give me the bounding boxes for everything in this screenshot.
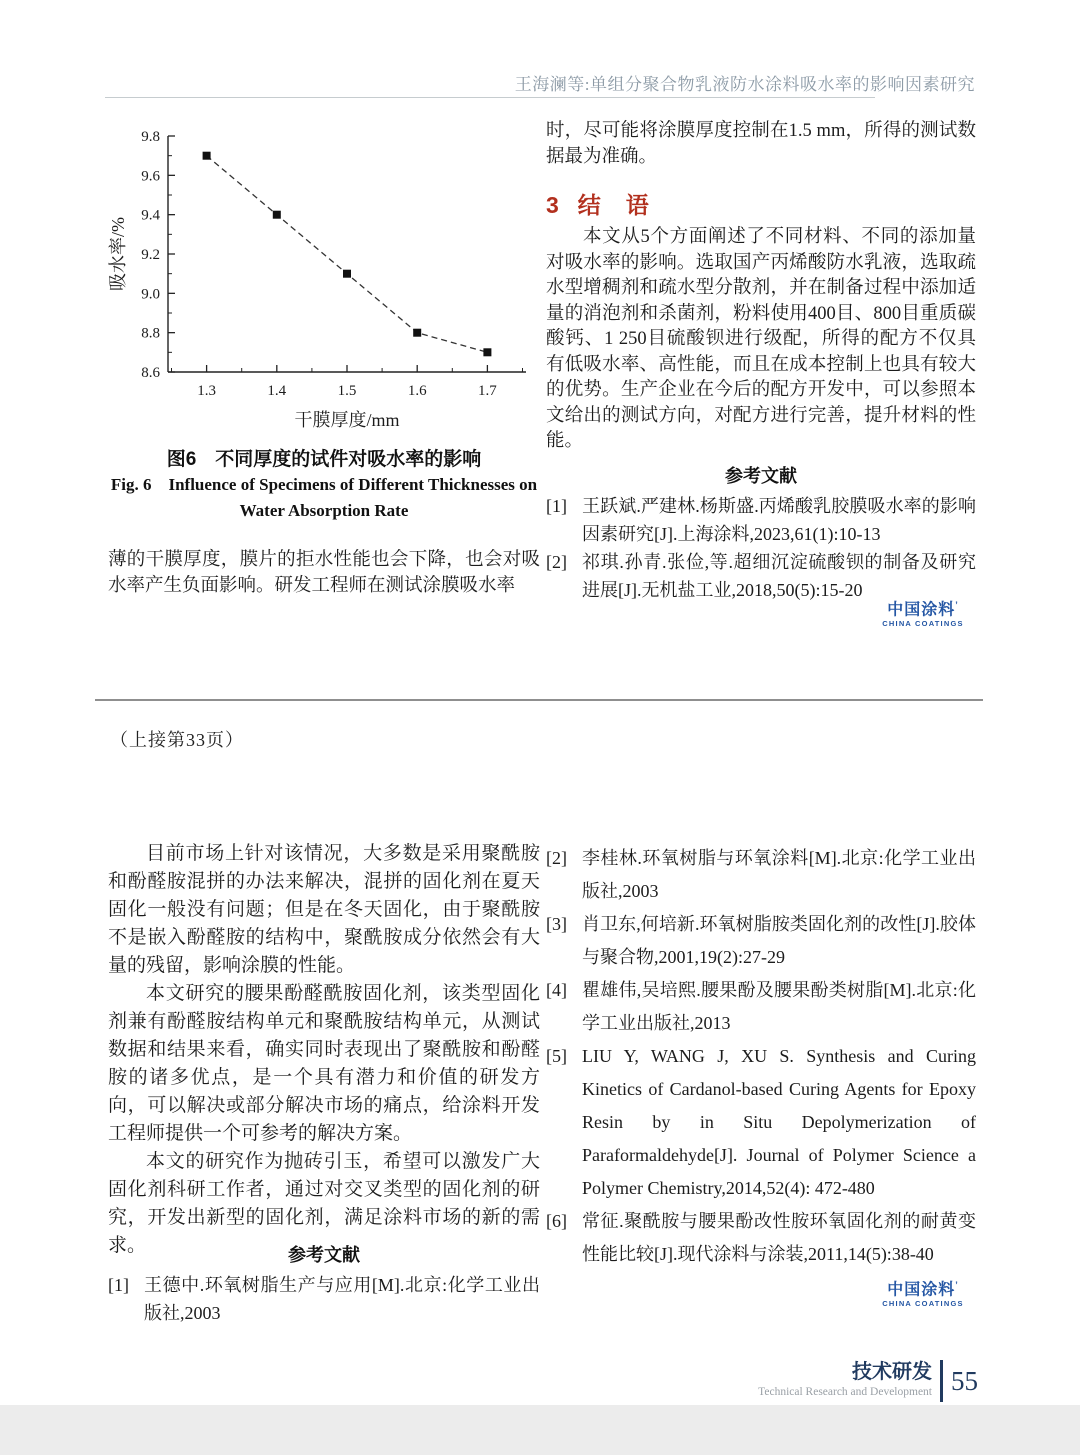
paragraph: 目前市场上针对该情况，大多数是采用聚酰胺和酚醛胺混拼的办法来解决，混拼的固化剂在夏天固化一般没有问题；但是在冬天固化，由于聚酰胺不是嵌入酚醛胺的结构中，聚酰胺成分依然会有大量的残留，影响涂膜的性能。 — [108, 843, 540, 976]
figure6-chart — [108, 120, 540, 440]
logo-mark: ’ — [955, 600, 959, 610]
svg-text:9.4: 9.4 — [141, 207, 160, 224]
running-head: 王海澜等:单组分聚合物乳液防水涂料吸水率的影响因素研究 — [514, 75, 975, 94]
logo-text-zh: 中国涂料’ — [887, 1280, 959, 1299]
svg-text:8.8: 8.8 — [141, 325, 160, 342]
svg-text:9.0: 9.0 — [141, 286, 160, 303]
svg-text:干膜厚度/mm: 干膜厚度/mm — [294, 410, 400, 430]
figure-caption-en-line2: Water Absorption Rate — [239, 501, 409, 520]
reference-number: [2] — [546, 552, 567, 572]
reference-text: 李桂林.环氧树脂与环氧涂料[M].北京:化学工业出版社,2003 — [582, 848, 976, 901]
footer-section-en: Technical Research and Development — [758, 1386, 932, 1398]
reference-number: [2] — [546, 848, 567, 868]
footer-divider-bar — [940, 1360, 943, 1402]
china-coatings-logo — [878, 1276, 968, 1309]
reference-item — [546, 1205, 976, 1271]
reference-number: [4] — [546, 980, 567, 1000]
continued-article-paragraphs — [108, 840, 540, 1260]
water-absorption-chart-svg — [108, 120, 540, 440]
logo-text-en: CHINA COATINGS — [882, 619, 964, 629]
references-title: 参考文献 — [288, 1245, 360, 1265]
reference-item — [108, 1271, 540, 1327]
figure-caption-en-line1: Fig. 6 Influence of Specimens of Different Thicknesses on — [110, 475, 538, 494]
svg-text:9.6: 9.6 — [141, 168, 160, 185]
svg-text:8.6: 8.6 — [141, 365, 160, 381]
svg-text:1.7: 1.7 — [478, 383, 497, 399]
reference-number: [5] — [546, 1046, 567, 1066]
reference-text: 常征.聚酰胺与腰果酚改性胺环氧固化剂的耐黄变性能比较[J].现代涂料与涂装,2011,14(5):38-40 — [582, 1211, 976, 1264]
reference-text: 肖卫东,何培新.环氧树脂胺类固化剂的改性[J].胶体与聚合物,2001,19(2):27-29 — [582, 914, 976, 967]
references-list-left — [108, 1271, 540, 1327]
references-list-right — [546, 842, 976, 1271]
reference-text: 王德中.环氧树脂生产与应用[M].北京:化学工业出版社,2003 — [144, 1275, 540, 1323]
section-divider — [95, 699, 983, 701]
svg-text:1.6: 1.6 — [407, 383, 427, 399]
footer-section — [758, 1360, 940, 1402]
paragraph-left: 薄的干膜厚度，膜片的拒水性能也会下降，也会对吸水率产生负面影响。研发工程师在测试涂膜吸水率 — [108, 550, 540, 596]
section-title: 结 语 — [577, 192, 650, 218]
section-number: 3 — [546, 192, 560, 218]
reference-item — [546, 974, 976, 1040]
reference-number: [1] — [546, 496, 567, 516]
logo-mark: ’ — [955, 1280, 959, 1290]
reference-text: LIU Y, WANG J, XU S. Synthesis and Curing Kinetics of Cardanol-based Curing Agents for Epoxy Resin by in Situ Depolymerization of Paraformaldehyde[J]. Journal of Polymer Science a Polymer Chemistry,2014,52(4): 472-480 — [582, 1046, 976, 1198]
logo-text-en: CHINA COATINGS — [882, 1299, 964, 1309]
section-heading-conclusion — [546, 187, 976, 220]
figure-caption-zh: 图6 不同厚度的试件对吸水率的影响 — [166, 449, 482, 470]
svg-text:9.8: 9.8 — [141, 129, 160, 145]
reference-text: 瞿雄伟,吴培熙.腰果酚及腰果酚类树脂[M].北京:化学工业出版社,2013 — [582, 980, 976, 1033]
svg-text:1.3: 1.3 — [197, 383, 216, 399]
svg-text:1.5: 1.5 — [337, 383, 357, 399]
reference-number: [6] — [546, 1211, 567, 1231]
conclusion-paragraph: 本文从5个方面阐述了不同材料、不同的添加量对吸水率的影响。选取国产丙烯酸防水乳液，选取疏水型增稠剂和疏水型分散剂，并在制备过程中添加适量的消泡剂和杀菌剂，粉料使用400目、800目重质碳酸钙、1 250目硫酸钡进行级配，所得的配方不仅具有低吸水率、高性能，而且在成本控制上也具有较大的优势。生产企业在今后的配方开发中，可以参照本文给出的测试方向，对配方进行完善，提升材料的性能。 — [546, 227, 976, 451]
footer-section-zh: 技术研发 — [852, 1361, 932, 1383]
figure-caption-en — [108, 472, 540, 524]
reference-item — [546, 842, 976, 908]
reference-text: 王跃斌.严建林.杨斯盛.丙烯酸乳胶膜吸水率的影响因素研究[J].上海涂料,2023,61(1):10-13 — [582, 496, 976, 544]
paragraph: 本文的研究作为抛砖引玉，希望可以激发广大固化剂科研工作者，通过对交叉类型的固化剂的研究，开发出新型的固化剂，满足涂料市场的新的需求。 — [108, 1151, 540, 1256]
bottom-margin-band — [0, 1405, 1080, 1455]
svg-text:1.4: 1.4 — [267, 383, 287, 399]
page-number: 55 — [951, 1366, 978, 1396]
reference-item — [546, 1040, 976, 1205]
logo-text-zh: 中国涂料’ — [887, 600, 959, 619]
reference-text: 祁琪.孙青.张俭,等.超细沉淀硫酸钡的制备及研究进展[J].无机盐工业,2018,50(5):15-20 — [582, 552, 976, 600]
china-coatings-logo — [878, 596, 968, 629]
reference-item — [546, 908, 976, 974]
references-title: 参考文献 — [725, 466, 797, 486]
paragraph: 本文研究的腰果酚醛酰胺固化剂，该类型固化剂兼有酚醛胺结构单元和聚酰胺结构单元，从测试数据和结果来看，确实同时表现出了聚酰胺和酚醛胺的诸多优点，是一个具有潜力和价值的研发方向，可以解决或部分解决市场的痛点，给涂料开发工程师提供一个可参考的解决方案。 — [108, 983, 540, 1144]
reference-number: [1] — [108, 1275, 129, 1295]
header-rule — [105, 97, 875, 98]
references-list — [546, 492, 976, 604]
paragraph-right: 时，尽可能将涂膜厚度控制在1.5 mm，所得的测试数据最为准确。 — [546, 121, 976, 167]
reference-number: [3] — [546, 914, 567, 934]
continuation-note: （上接第33页） — [110, 730, 244, 750]
svg-text:吸水率/%: 吸水率/% — [108, 217, 128, 291]
reference-item — [546, 492, 976, 548]
svg-text:9.2: 9.2 — [141, 247, 160, 263]
page-footer — [758, 1360, 978, 1402]
